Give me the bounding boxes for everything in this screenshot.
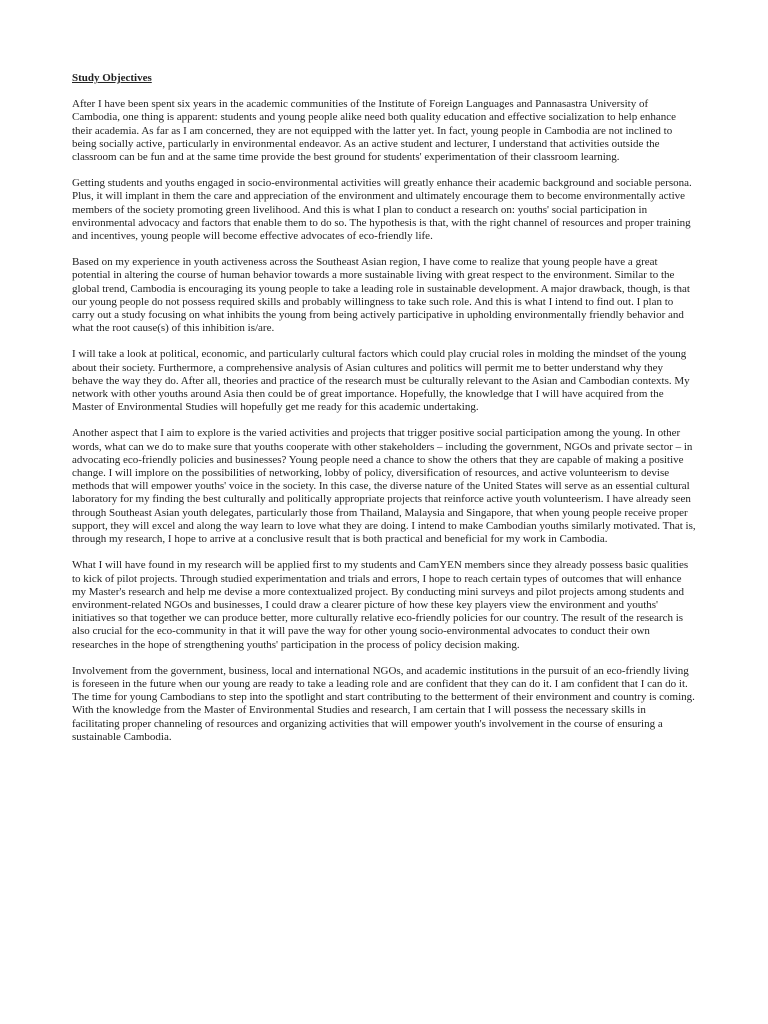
- paragraph-5: Another aspect that I aim to explore is the varied activities and projects that trigger positive social participation among the young. In other words, what can we do to make sure that youths cooperate with other stakeholders – including the government, NGOs and private sector – in advocating eco-friendly policies and businesses? Young people need a chance to show the others that they are capable of making a positive change. I will implore on the possibilities of networking, lobby of policy, diversification of resources, and active volunteerism to devise methods that will empower youths' voice in the society. In this case, the diverse nature of the United States will serve as an essential cultural laboratory for my finding the best culturally and politically appropriate projects that reinforce active youth volunteerism. I have already seen through Southeast Asian youth delegates, particularly those from Thailand, Malaysia and Singapore, that when young people receive proper support, they will excel and along the way learn to love what they are doing. I intend to make Cambodian youths similarly motivated. That is, through my research, I hope to arrive at a conclusive result that is both practical and beneficial for my work in Cambodia.: [72, 427, 696, 546]
- paragraph-4: I will take a look at political, economic, and particularly cultural factors which could play crucial roles in molding the mindset of the young about their society. Furthermore, a comprehensive analysis of Asian cultures and politics will permit me to better understand why they behave the way they do. After all, theories and practice of the research must be culturally relevant to the Asian and Cambodian contexts. My network with other youths around Asia then could be of great importance. Hopefully, the knowledge that I will have acquired from the Master of Environmental Studies will hopefully get me ready for this academic undertaking.: [72, 348, 690, 414]
- paragraph-6: What I will have found in my research will be applied first to my students and CamYEN members since they already possess basic qualities to kick of pilot projects. Through studied experimentation and trials and errors, I hope to reach certain types of outcomes that will enhance my Master's research and help me devise a more contextualized project. By conducting mini surveys and pilot projects among students and environment-related NGOs and businesses, I could draw a clearer picture of how these key players view the environment and youths' initiatives so that together we can produce better, more culturally relative eco-friendly policies for our country. The result of the research is also crucial for the eco-community in that it will pave the way for other young socio-environmental advocates to conduct their own researches in the hope of strengthening youths' participation in the process of policy decision making.: [72, 559, 689, 651]
- paragraph-3: Based on my experience in youth activeness across the Southeast Asian region, I have come to realize that young people have a great potential in altering the course of human behavior towards a more sustainable living with great respect to the environment. Similar to the global trend, Cambodia is encouraging its young people to take a leading role in sustainable development. A major drawback, though, is that our young people do not possess required skills and probably willingness to take such role. And this is what I intend to find out. I plan to carry out a study focusing on what inhibits the young from being actively participative in upholding environmentally friendly behavior and what the root cause(s) of this inhibition is/are.: [72, 256, 690, 335]
- paragraph-1: After I have been spent six years in the academic communities of the Institute of Foreign Languages and Pannasastra University of Cambodia, one thing is apparent: students and young people alike need both quality education and effective socialization to help enhance their academia. As far as I am concerned, they are not equipped with the latter yet. In fact, young people in Cambodia are not inclined to being socially active, particularly in environmental endeavor. As an active student and lecturer, I understand that activities outside the classroom can be fun and at the same time provide the best ground for students' experimentation of their classroom learning.: [72, 98, 677, 164]
- section-heading: Study Objectives: [72, 72, 152, 84]
- paragraph-2: Getting students and youths engaged in socio-environmental activities will greatly enhance their academic background and sociable persona. Plus, it will implant in them the care and appreciation of the environment and ultimately encourage them to become environmentally active members of the society promoting green livelihood. And this is what I plan to conduct a research on: youths' social participation in environmental advocacy and factors that enable them to do so. The hypothesis is that, with the right channel of resources and proper training and incentives, young people will become effective advocates of eco-friendly life.: [72, 177, 692, 243]
- paragraph-7: Involvement from the government, business, local and international NGOs, and academic institutions in the pursuit of an eco-friendly living is foreseen in the future when our young are ready to take a leading role and are confident that they can do it. I am confident that I can do it. The time for young Cambodians to step into the spotlight and start contributing to the betterment of their environment and country is coming. With the knowledge from the Master of Environmental Studies and research, I am certain that I will possess the necessary skills in facilitating proper channeling of resources and organizing activities that will empower youth's involvement in the course of ensuring a sustainable Cambodia.: [72, 664, 695, 743]
